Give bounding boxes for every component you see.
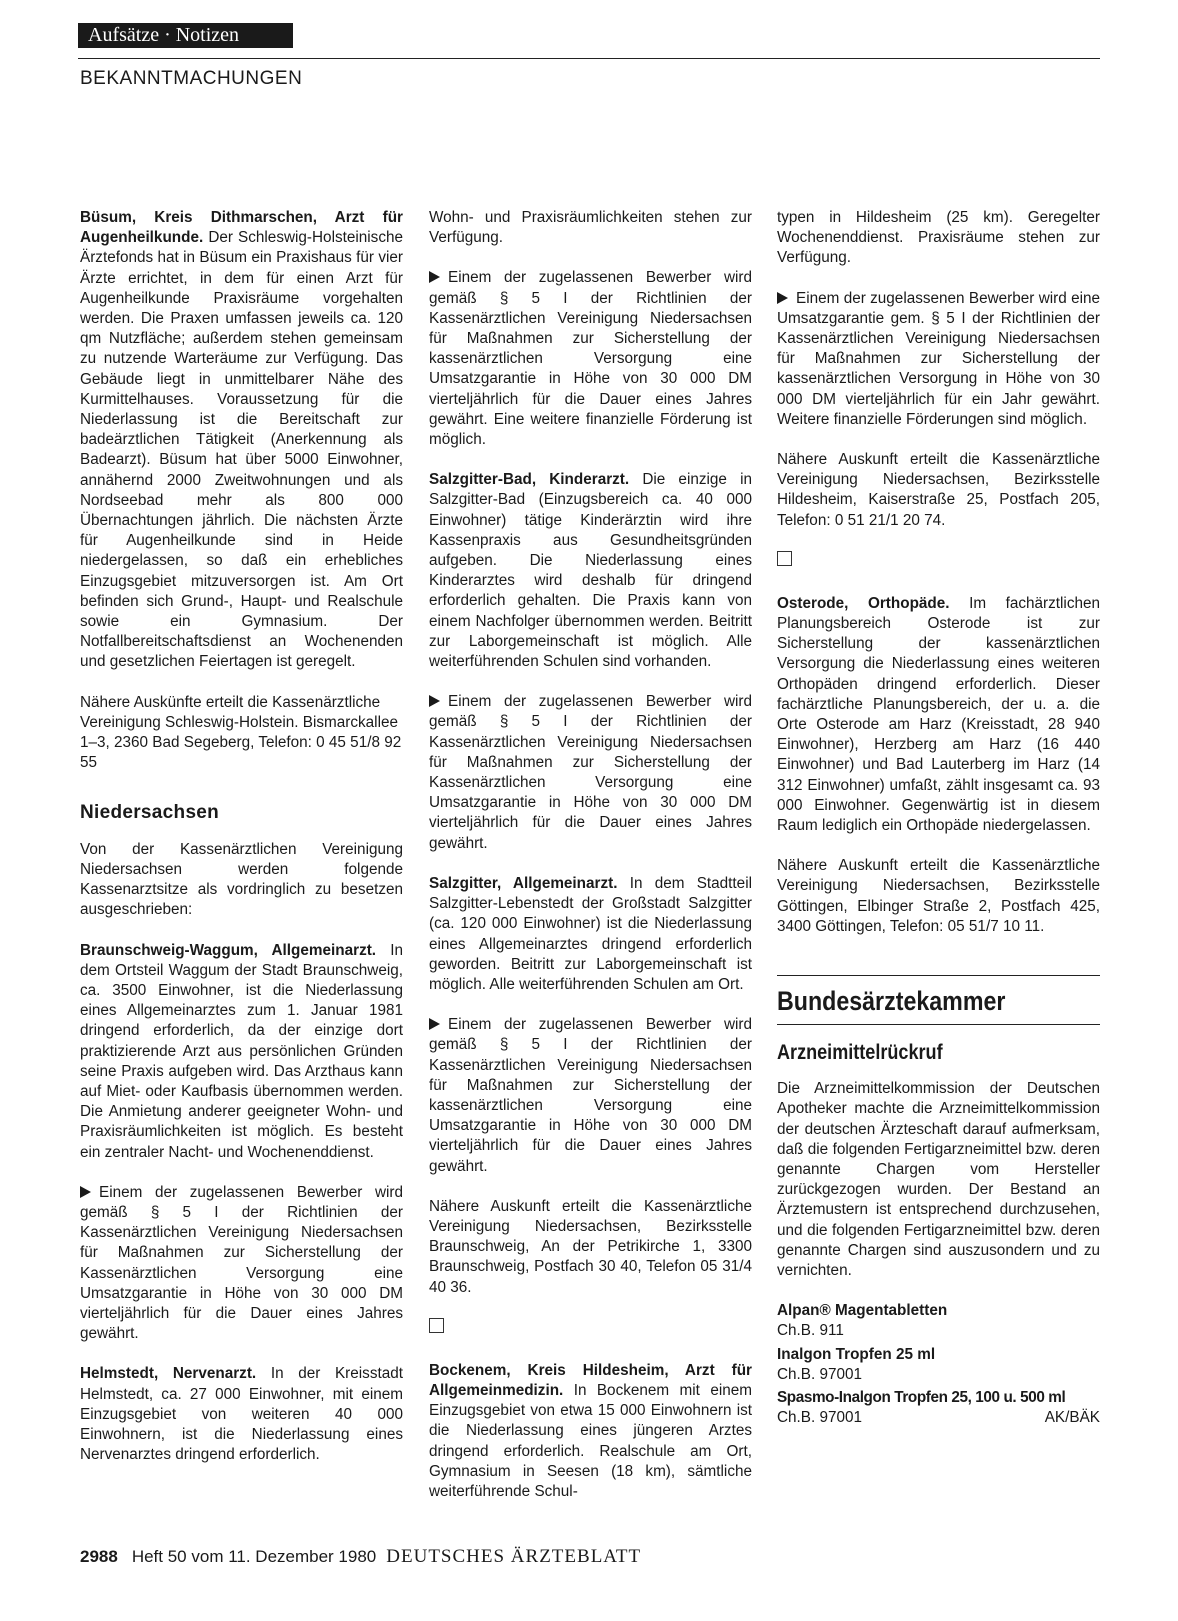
- guarantee-note: [429, 268, 752, 450]
- end-box-icon: [777, 551, 792, 566]
- category-heading: BEKANNTMACHUNGEN: [80, 68, 303, 89]
- notice-buesum: [80, 208, 403, 673]
- guarantee-text: Einem der zugelassenen Bewerber wird gemäß § 5 I der Richtlinien der Kassenärztlichen Vereinigung Niedersachsen für Maßnahmen zur Sicherstellung der Kassenärztlichen Versorgung eine Umsatzgarantie in Höhe von 30 000 DM vierteljährlich für die Dauer eines Jahres gewährt.: [80, 1183, 403, 1343]
- notice-text: Die einzige in Salzgitter-Bad (Einzugsbereich ca. 40 000 Einwohner) tätige Kinderärztin wird ihre Kassenpraxis aus Gesundheitsgründen aufgeben. Die Niederlassung eines Kinderarztes wird deshalb für dringend erforderlich gehalten. Die Praxis kann von einem Nachfolger übernommen werden. Beitritt zur Laborgemeinschaft ist möglich. Alle weiterführenden Schulen sind vorhanden.: [429, 471, 752, 671]
- signature: AK/BÄK: [1044, 1409, 1100, 1427]
- end-box-icon: [429, 1318, 444, 1333]
- notice-braunschweig-waggum: [80, 941, 403, 1163]
- notice-text: In dem Stadtteil Salzgitter-Lebenstedt der Großstadt Salzgitter (ca. 120 000 Einwohner) ist die Niederlassung eines Allgemeinarztes dringend erforderlich geworden. Beitritt zur Laborgemeinschaft ist möglich. Alle weiterführenden Schulen am Ort.: [429, 874, 752, 993]
- recall-intro: Die Arzneimittelkommission der Deutschen Apotheker machte die Arzneimittelkommission der deutschen Ärzteschaft darauf aufmerksam, daß die folgenden Fertigarzneimittel bzw. deren genannte Chargen vom Hersteller zurückgezogen wurden. Der Bestand an Ärztemustern ist entsprechend durchzusehen, und die folgenden Fertigarzneimittel bzw. deren genannte Chargen sind auszusondern und zu vernichten.: [777, 1080, 1100, 1279]
- triangle-bullet-icon: [80, 1186, 91, 1198]
- product-name: Spasmo-Inalgon Tropfen 25, 100 u. 500 ml: [777, 1388, 1066, 1406]
- guarantee-text: Einem der zugelassenen Bewerber wird gemäß § 5 I der Richtlinien der Kassenärztlichen Vereinigung Niedersachsen für Maßnahmen zur Sicherstellung der kassenärztlichen Versorgung eine Umsatzgarantie in Höhe von 30 000 DM vierteljährlich für die Dauer eines Jahres gewährt. Eine weitere finanzielle Förderung ist möglich.: [429, 269, 752, 449]
- triangle-bullet-icon: [777, 292, 788, 304]
- notice-osterode: [777, 594, 1100, 836]
- product-batch: Ch.B. 97001: [777, 1409, 863, 1427]
- notice-title: Büsum, Kreis Dithmarschen, Arzt für Augenheilkunde.: [80, 209, 403, 247]
- notice-salzgitter-bad: [429, 470, 752, 672]
- guarantee-note: [429, 692, 752, 854]
- product-item: [777, 1301, 1100, 1341]
- product-batch: Ch.B. 911: [777, 1322, 844, 1340]
- guarantee-note: [429, 1015, 752, 1177]
- section-rule: [777, 1024, 1100, 1025]
- triangle-bullet-icon: [429, 1018, 440, 1030]
- heading-arzneimittelrueckruf: Arzneimittelrückruf: [777, 1041, 943, 1065]
- contact-goettingen: Nähere Auskunft erteilt die Kassenärztliche Vereinigung Niedersachsen, Bezirksstelle Göttingen, Elbinger Straße 2, Postfach 425, 3400 Göttingen, Telefon: 05 51/7 10 11.: [777, 857, 1100, 935]
- notice-text: Der Schleswig-Holsteinische Ärztefonds hat in Büsum ein Praxishaus für vier Ärzte errichtet, in dem für einen Arzt für Augenheilkunde Praxisräume vorgehalten werden. Die Praxen umfassen jeweils ca. 120 qm Nutzfläche; außerdem stehen gemeinsam zu nutzende Warteräume zur Verfügung. Das Gebäude liegt in unmittelbarer Nähe des Kurmittelhauses. Voraussetzung für die Niederlassung ist die Bereitschaft zur badeärztlichen Tätigkeit (Anerkennung als Badearzt). Büsum hat über 5000 Einwohner, annähernd 2000 Zweitwohnungen und als Nordseebad mehr als 800 000 Übernachtungen jährlich. Die nächsten Ärzte für Augenheilkunde sind in Heide niedergelassen, so daß ein erhebliches Einzugsgebiet mitzuversorgen ist. Am Ort befinden sich Grund-, Haupt- und Realschule sowie ein Gymnasium. Der Notfallbereitschaftsdienst an Wochenenden und gesetzlichen Feiertagen ist geregelt.: [80, 229, 403, 671]
- contact-hildesheim: Nähere Auskunft erteilt die Kassenärztliche Vereinigung Niedersachsen, Bezirksstelle Hildesheim, Kaiserstraße 25, Postfach 205, Telefon: 0 51 21/1 20 74.: [777, 451, 1100, 529]
- heading-niedersachsen: Niedersachsen: [80, 802, 220, 824]
- magazine-name: DEUTSCHES ÄRZTEBLATT: [386, 1546, 642, 1567]
- notice-text: Im fachärztlichen Planungsbereich Osterode ist zur Sicherstellung der kassenärztlichen Versorgung die Niederlassung eines weiteren Orthopäden dringend erforderlich. Dieser fachärztliche Planungsbereich, der u. a. die Orte Osterode am Harz (Kreisstadt, 28 940 Einwohner), Herzberg am Harz (16 440 Einwohner) und Bad Lauterberg im Harz (14 312 Einwohner) umfaßt, zählt insgesamt ca. 93 000 Einwohner. Gegenwärtig ist in diesem Raum lediglich ein Orthopäde niedergelassen.: [777, 594, 1101, 835]
- guarantee-text: Einem der zugelassenen Bewerber wird eine Umsatzgarantie gem. § 5 I der Richtlinien der Kassenärztlichen Vereinigung Niedersachsen für Maßnahmen zur Sicherstellung der kassenärztlichen Versorgung in Höhe von 30 000 DM vierteljährlich für ein Jahr gewährt. Weitere finanzielle Förderungen sind möglich.: [777, 289, 1100, 428]
- guarantee-note: [777, 289, 1100, 430]
- guarantee-note: [80, 1183, 403, 1345]
- product-batch: Ch.B. 97001: [777, 1365, 863, 1383]
- product-item: [777, 1345, 1100, 1385]
- notice-salzgitter: [429, 874, 752, 995]
- notice-title: Bockenem, Kreis Hildesheim, Arzt für Allgemeinmedizin.: [429, 1361, 752, 1399]
- helmstedt-continued: Wohn- und Praxisräumlichkeiten stehen zur Verfügung.: [429, 209, 752, 247]
- notice-title: Helmstedt, Nervenarzt.: [80, 1365, 257, 1383]
- notice-text: In dem Ortsteil Waggum der Stadt Braunschweig, ca. 3500 Einwohner, ist die Niederlassung eines Allgemeinarztes zum 1. Januar 1981 dringend erforderlich, da der einzige dort praktizierende Arzt aus persönlichen Gründen seine Praxis aufgeben wird. Das Arzthaus kann auf Miet- oder Kaufbasis übernommen werden. Die Anmietung anderer geeigneter Wohn- und Praxisräumlichkeiten ist möglich. Es besteht ein zentraler Nacht- und Wochenenddienst.: [80, 941, 403, 1161]
- section-tag: Aufsätze · Notizen: [78, 23, 293, 48]
- issue-info: Heft 50 vom 11. Dezember 1980: [131, 1547, 377, 1566]
- notice-text: In Bockenem mit einem Einzugsgebiet von etwa 15 000 Einwohnern ist die Niederlassung eines jüngeren Arztes dringend erforderlich. Realschule am Ort, Gymnasium in Seesen (18 km), sämtliche weiterführende Schul-: [429, 1381, 752, 1500]
- notice-helmstedt: [80, 1364, 403, 1465]
- guarantee-text: Einem der zugelassenen Bewerber wird gemäß § 5 I der Richtlinien der Kassenärztlichen Vereinigung Niedersachsen für Maßnahmen zur Sicherstellung der Kassenärztlichen Versorgung eine Umsatzgarantie in Höhe von 30 000 DM vierteljährlich für die Dauer eines Jahres gewährt.: [429, 693, 752, 852]
- bockenem-continued: typen in Hildesheim (25 km). Geregelter Wochenenddienst. Praxisräume stehen zur Verfügung.: [777, 209, 1100, 267]
- product-batch-row: [777, 1408, 1100, 1428]
- column-1: [80, 208, 403, 1465]
- page-number: 2988: [80, 1547, 118, 1566]
- column-3: [777, 208, 1100, 1431]
- contact-braunschweig: Nähere Auskunft erteilt die Kassenärztliche Vereinigung Niedersachsen, Bezirksstelle Braunschweig, An der Petrikirche 1, 3300 Braunschweig, Postfach 30 40, Telefon 05 31/4 40 36.: [429, 1197, 752, 1296]
- product-item: [777, 1388, 1100, 1428]
- triangle-bullet-icon: [429, 271, 440, 283]
- product-name: Inalgon Tropfen 25 ml: [777, 1345, 936, 1363]
- header-rule: [78, 58, 1100, 59]
- notice-text: In der Kreisstadt Helmstedt, ca. 27 000 Einwohner, mit einem Einzugsgebiet von weiteren 40 000 Einwohnern, ist die Niederlassung eines Nervenarztes dringend erforderlich.: [80, 1365, 403, 1464]
- intro-niedersachsen: Von der Kassenärztlichen Vereinigung Niedersachsen werden folgende Kassenarztsitze als vordringlich zu besetzen ausgeschrieben:: [80, 840, 403, 919]
- notice-title: Braunschweig-Waggum, Allgemeinarzt.: [80, 941, 377, 959]
- notice-title: Salzgitter, Allgemeinarzt.: [429, 874, 618, 892]
- column-2: [429, 208, 752, 1502]
- section-rule: [777, 975, 1100, 976]
- heading-bundesaerztekammer: Bundesärztekammer: [777, 986, 1006, 1017]
- page-footer: [80, 1546, 641, 1568]
- notice-title: Salzgitter-Bad, Kinderarzt.: [429, 471, 630, 489]
- notice-title: Osterode, Orthopäde.: [777, 594, 950, 612]
- product-name: Alpan® Magentabletten: [777, 1302, 948, 1320]
- contact-schleswig-holstein: Nähere Auskünfte erteilt die Kassenärztliche Vereinigung Schleswig-Holstein. Bismarckallee 1–3, 2360 Bad Segeberg, Telefon: 0 45 51/8 92 55: [80, 693, 402, 772]
- notice-bockenem: [429, 1361, 752, 1502]
- triangle-bullet-icon: [429, 695, 440, 707]
- guarantee-text: Einem der zugelassenen Bewerber wird gemäß § 5 I der Richtlinien der Kassenärztlichen Vereinigung Niedersachsen für Maßnahmen zur Sicherstellung der kassenärztlichen Versorgung eine Umsatzgarantie in Höhe von 30 000 DM vierteljährlich für die Dauer eines Jahres gewährt.: [429, 1016, 752, 1175]
